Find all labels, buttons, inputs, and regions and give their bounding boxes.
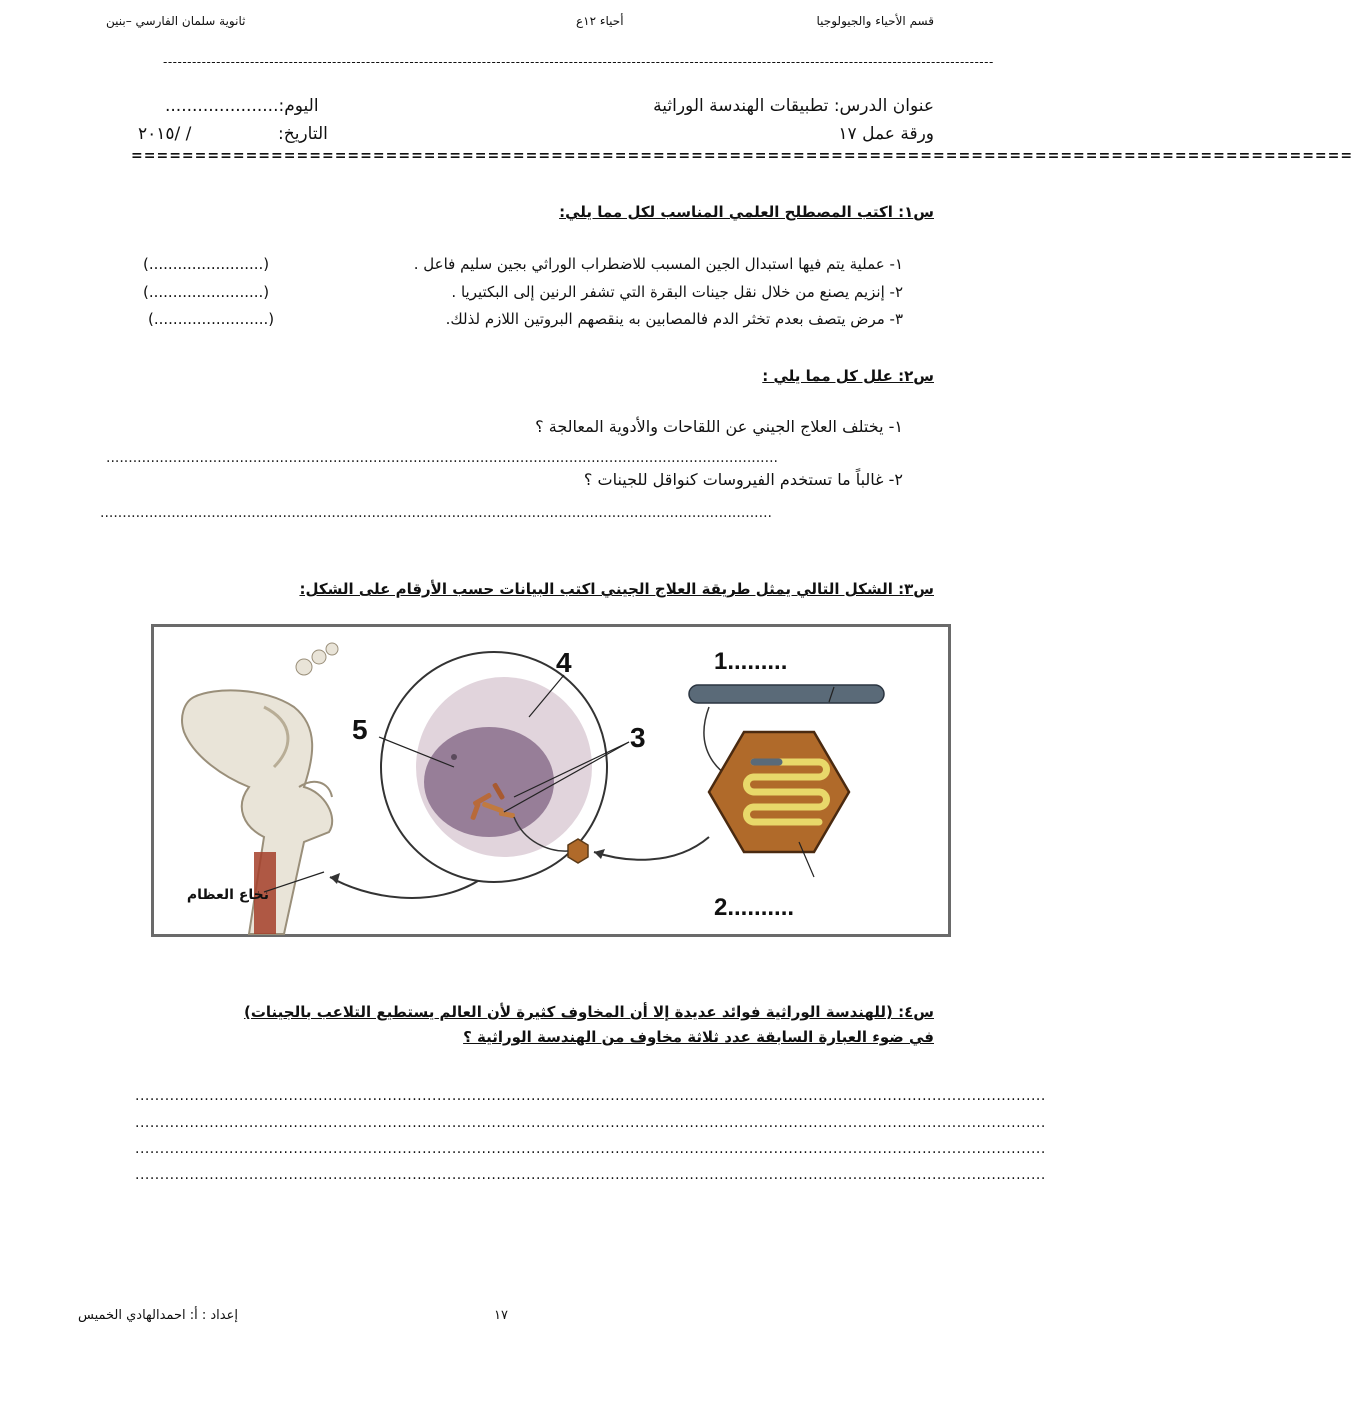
q1-answer-blank-2[interactable]: (........................) [143,283,270,301]
q4-answer-line-4[interactable]: ........................................................................................................................................................................................ [135,1167,1046,1183]
page-number: ١٧ [494,1308,508,1323]
q1-heading: س١: اكتب المصطلح العلمي المناسب لكل مما يلي: [559,203,934,221]
prepared-by: إعداد : أ: احمدالهادي الخميس [78,1308,238,1323]
q1-item-1: ١- عملية يتم فيها استبدال الجين المسبب للاضطراب الوراثي بجين سليم فاعل . [413,255,903,273]
q2-answer-line-1[interactable]: ....................................................................................................................................................... [106,450,778,466]
q1-answer-blank-1[interactable]: (........................) [143,255,270,273]
school-name: ثانوية سلمان الفارسي –بنين [106,14,246,28]
course-name: أحياء ١٢ع [576,14,624,28]
q2-heading: س٢: علل كل مما يلي : [762,367,934,385]
q4-heading-line-2: في ضوء العبارة السابقة عدد ثلاثة مخاوف من الهندسة الوراثية ؟ [463,1028,934,1046]
header-dash-separator: ---------------------------------------------------------------------------------------------------------------------------------------------------------------------------- [163,55,994,69]
date-value: / /٢٠١٥ [138,124,192,144]
label-5: 5 [352,714,368,745]
label-1: 1......... [714,648,788,675]
q2-item-2: ٢- غالباً ما تستخدم الفيروسات كنواقل للجينات ؟ [583,470,903,489]
label-2: 2.......... [714,894,795,921]
q1-item-2: ٢- إنزيم يصنع من خلال نقل جينات البقرة التي تشفر الرنين إلى البكتيريا . [451,283,903,301]
q4-answer-line-1[interactable]: ........................................................................................................................................................................................ [135,1088,1046,1104]
q4-answer-line-3[interactable]: ........................................................................................................................................................................................ [135,1141,1046,1157]
arrow-to-bone [330,877,484,898]
dna-strand [689,685,884,703]
small-vector [568,839,588,863]
gene-therapy-figure [151,624,951,937]
nucleus [424,727,554,837]
worksheet-number: ورقة عمل ١٧ [838,124,934,144]
department-name: قسم الأحياء والجيولوجيا [816,14,934,28]
q4-heading-line-1: س٤: (للهندسة الوراثية فوائد عديدة إلا أن المخاوف كثيرة لأن العالم يستطيع التلاعب بالجينات) [243,1003,934,1021]
equals-separator: ================================================================================================ [131,148,1353,164]
bone-marrow-label: نخاع العظام [186,887,269,903]
date-label: التاريخ: [278,124,328,144]
q2-item-1: ١- يختلف العلاج الجيني عن اللقاحات والأدوية المعالجة ؟ [535,417,903,436]
q3-heading: س٣: الشكل التالي يمثل طريقة العلاج الجيني اكتب البيانات حسب الأرقام على الشكل: [299,580,934,598]
q1-item-3: ٣- مرض يتصف بعدم تخثر الدم فالمصابين به ينقصهم البروتين اللازم لذلك. [445,310,903,328]
lesson-title: عنوان الدرس: تطبيقات الهندسة الوراثية [653,96,934,116]
gene-therapy-diagram [154,627,948,934]
day-field: اليوم:..................... [165,96,319,116]
label-3: 3 [630,722,646,753]
q4-answer-line-2[interactable]: ........................................................................................................................................................................................ [135,1115,1046,1131]
arrow-to-cell [594,837,709,860]
q2-answer-line-2[interactable]: ....................................................................................................................................................... [100,505,772,521]
label-4: 4 [556,647,572,678]
q1-answer-blank-3[interactable]: (........................) [148,310,275,328]
